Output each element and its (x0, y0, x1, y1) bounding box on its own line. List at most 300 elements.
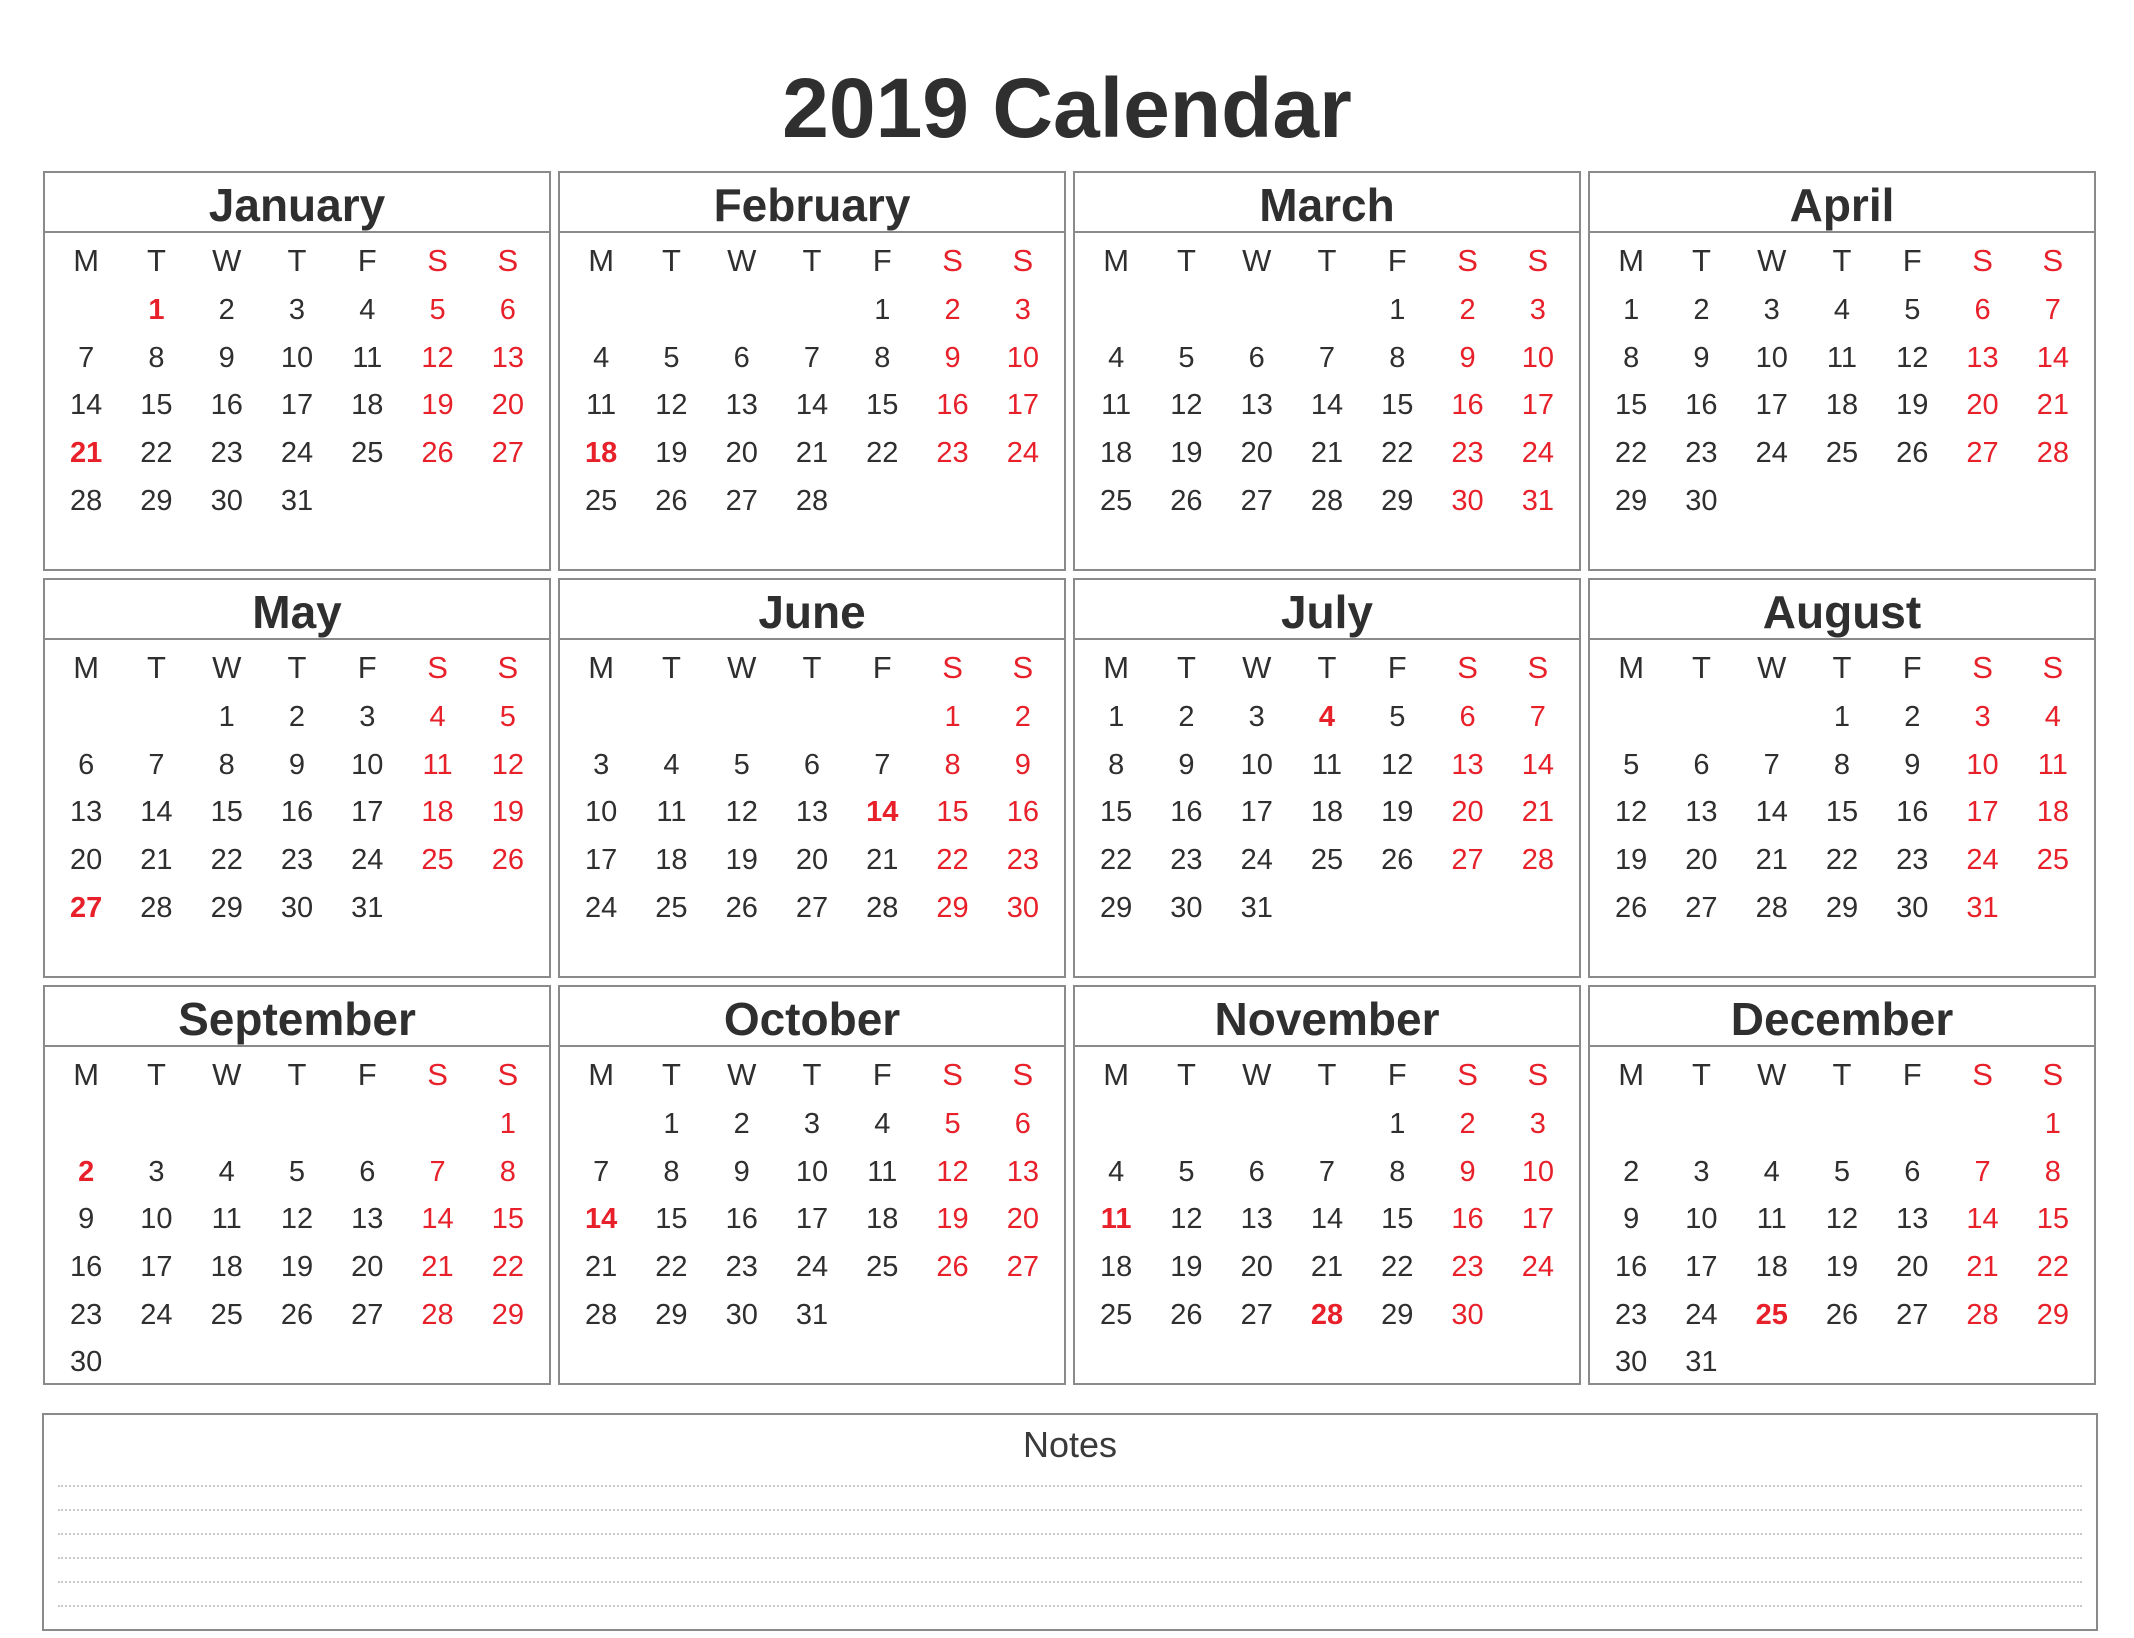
note-line (58, 1557, 2082, 1559)
month-title: February (560, 173, 1064, 233)
day-cell: 26 (1615, 891, 1648, 924)
weekday-label: W (1757, 650, 1787, 685)
day-cell: 18 (1100, 437, 1133, 470)
day-cell: 16 (1896, 796, 1929, 829)
day-cell: 20 (1240, 1251, 1273, 1284)
month-may (43, 578, 551, 978)
day-cell: 5 (663, 341, 680, 374)
weekday-header-row (45, 1049, 549, 1101)
day-cell: 28 (1310, 484, 1344, 517)
day-cell: 3 (1248, 701, 1265, 734)
day-cell: 23 (1615, 1298, 1648, 1331)
day-cell: 26 (725, 891, 758, 924)
week-row (1590, 1101, 2094, 1149)
day-cell: 10 (795, 1155, 829, 1188)
day-cell: 17 (280, 389, 314, 422)
day-cell: 14 (70, 389, 103, 422)
weekday-label: M (73, 650, 100, 685)
day-cell: 28 (2036, 437, 2069, 470)
day-cell: 18 (655, 844, 688, 877)
month-title: November (1075, 987, 1579, 1047)
day-cell: 15 (655, 1203, 688, 1236)
week-row (1590, 1339, 2094, 1387)
month-november (1073, 985, 1581, 1385)
weekday-label: M (1618, 650, 1645, 685)
day-cell: 18 (2036, 796, 2069, 829)
notes-title: Notes (1022, 1424, 1118, 1465)
weekday-header-row (560, 235, 1064, 287)
weekday-label: S (1972, 1057, 1993, 1092)
day-cell: 23 (280, 844, 314, 877)
weekday-label: W (1242, 650, 1272, 685)
day-cell: 1 (663, 1108, 680, 1141)
day-cell: 4 (1763, 1155, 1780, 1188)
weekday-label: W (1757, 243, 1787, 278)
day-cell: 4 (874, 1108, 891, 1141)
weekday-label: F (1387, 1057, 1407, 1092)
day-cell: 6 (1248, 1155, 1265, 1188)
day-cell: 22 (2036, 1251, 2069, 1284)
day-cell: 1 (874, 294, 891, 327)
day-cell: 5 (429, 294, 446, 327)
day-cell: 17 (1006, 389, 1039, 422)
weekday-label: S (1457, 1057, 1478, 1092)
day-cell: 12 (936, 1155, 969, 1188)
day-cell: 12 (1381, 748, 1414, 781)
week-row (1075, 789, 1579, 837)
day-cell: 23 (1451, 437, 1484, 470)
weekday-label: T (287, 243, 307, 278)
day-cell: 22 (1615, 437, 1648, 470)
weekday-label: T (1691, 1057, 1711, 1092)
day-cell: 5 (1178, 1155, 1195, 1188)
day-cell: 15 (491, 1203, 524, 1236)
day-cell: 27 (1006, 1251, 1039, 1284)
month-title: July (1075, 580, 1579, 640)
weekday-label: M (588, 1057, 615, 1092)
month-july (1073, 578, 1581, 978)
week-row (1590, 287, 2094, 335)
day-cell: 29 (936, 891, 969, 924)
day-cell: 21 (140, 844, 173, 877)
day-cell: 14 (1521, 748, 1554, 781)
week-row (560, 789, 1064, 837)
day-cell: 7 (78, 341, 95, 374)
day-cell: 26 (1381, 844, 1414, 877)
day-cell: 4 (593, 341, 610, 374)
day-cell: 29 (1615, 484, 1648, 517)
day-cell: 25 (1100, 1298, 1133, 1331)
day-cell: 14 (421, 1203, 454, 1236)
day-cell: 21 (421, 1251, 454, 1284)
day-cell: 28 (421, 1298, 454, 1331)
day-cell: 29 (491, 1298, 524, 1331)
month-december (1588, 985, 2096, 1385)
day-cell: 8 (218, 748, 235, 781)
weekday-label: S (1527, 243, 1549, 278)
day-cell: 2 (1459, 294, 1476, 327)
day-cell: 15 (1825, 796, 1859, 829)
day-cell: 16 (280, 796, 314, 829)
day-cell: 27 (1685, 891, 1718, 924)
weekday-label: W (727, 1057, 757, 1092)
day-cell: 11 (1826, 341, 1858, 374)
day-cell: 25 (1825, 437, 1859, 470)
day-cell: 14 (1310, 1203, 1344, 1236)
day-cell: 26 (1825, 1298, 1859, 1331)
day-cell: 17 (140, 1251, 173, 1284)
weekday-label: F (872, 650, 892, 685)
day-cell: 31 (1521, 484, 1554, 517)
day-cell: 11 (656, 796, 687, 829)
day-cell: 9 (218, 341, 235, 374)
day-cell: 8 (2044, 1155, 2061, 1188)
day-cell: 28 (795, 484, 829, 517)
day-cell: 9 (1178, 748, 1195, 781)
day-cell: 5 (1623, 748, 1640, 781)
weekday-label: T (1832, 650, 1852, 685)
day-cell: 10 (1966, 748, 1999, 781)
day-cell: 1 (1389, 294, 1406, 327)
day-cell: 8 (944, 748, 961, 781)
day-cell: 1 (1623, 294, 1640, 327)
day-cell: 19 (655, 437, 688, 470)
day-cell: 17 (1521, 389, 1554, 422)
month-september (43, 985, 551, 1385)
weekday-label: T (287, 1057, 307, 1092)
month-june (558, 578, 1066, 978)
day-cell: 15 (866, 389, 899, 422)
day-cell: 6 (1904, 1155, 1921, 1188)
day-cell: 16 (1170, 796, 1203, 829)
day-cell: 19 (1381, 796, 1414, 829)
weekday-label: T (146, 1057, 166, 1092)
weekday-label: T (1691, 650, 1711, 685)
day-cell: 20 (351, 1251, 384, 1284)
day-cell: 23 (1451, 1251, 1484, 1284)
day-cell: 20 (1966, 389, 1999, 422)
day-cell: 6 (359, 1155, 376, 1188)
week-row (1075, 1149, 1579, 1197)
day-cell: 20 (1896, 1251, 1929, 1284)
weekday-label: S (427, 243, 448, 278)
day-cell: 8 (148, 341, 165, 374)
day-cell: 11 (211, 1203, 242, 1236)
note-line (58, 1509, 2082, 1511)
day-cell: 22 (140, 437, 173, 470)
day-cell: 14 (585, 1203, 618, 1236)
day-cell: 16 (936, 389, 969, 422)
weekday-label: T (1176, 1057, 1196, 1092)
day-cell: 8 (1833, 748, 1851, 781)
weekday-header-row (1075, 642, 1579, 694)
day-cell: 10 (140, 1203, 173, 1236)
day-cell: 26 (421, 437, 454, 470)
day-cell: 17 (1685, 1251, 1718, 1284)
day-cell: 26 (1170, 484, 1203, 517)
weekday-label: W (727, 650, 757, 685)
weekday-label: F (1387, 650, 1407, 685)
day-cell: 16 (1006, 796, 1039, 829)
day-cell: 17 (1966, 796, 1999, 829)
weekday-label: T (1317, 1057, 1337, 1092)
day-cell: 3 (359, 701, 376, 734)
weekday-label: T (1317, 243, 1337, 278)
day-cell: 27 (1451, 844, 1484, 877)
week-row (1590, 1196, 2094, 1244)
day-cell: 7 (1763, 748, 1780, 781)
day-cell: 18 (1825, 389, 1859, 422)
weekday-label: S (2042, 650, 2064, 685)
day-cell: 16 (725, 1203, 758, 1236)
day-cell: 7 (1318, 1155, 1336, 1188)
day-cell: 4 (1318, 701, 1336, 734)
day-cell: 25 (655, 891, 688, 924)
weekday-label: S (1972, 650, 1993, 685)
month-january (43, 171, 551, 571)
week-row (45, 884, 549, 932)
weekday-header-row (1590, 235, 2094, 287)
day-cell: 24 (1240, 844, 1273, 877)
week-row (1590, 837, 2094, 885)
day-cell: 24 (795, 1251, 829, 1284)
day-cell: 31 (1685, 1346, 1718, 1379)
day-cell: 9 (78, 1203, 95, 1236)
day-cell: 14 (795, 389, 829, 422)
day-cell: 22 (655, 1251, 688, 1284)
weekday-label: M (1103, 243, 1130, 278)
week-row (45, 1291, 549, 1339)
day-cell: 22 (491, 1251, 524, 1284)
weekday-label: T (1832, 243, 1852, 278)
weekday-label: W (212, 243, 242, 278)
week-row (1075, 742, 1579, 790)
day-cell: 13 (795, 796, 829, 829)
week-row (45, 430, 549, 478)
day-cell: 30 (725, 1298, 758, 1331)
day-cell: 17 (351, 796, 384, 829)
day-cell: 3 (1529, 294, 1546, 327)
week-row (1590, 382, 2094, 430)
week-row (560, 287, 1064, 335)
day-cell: 2 (1014, 701, 1031, 734)
day-cell: 26 (936, 1251, 969, 1284)
day-cell: 14 (1755, 796, 1788, 829)
day-cell: 7 (148, 748, 165, 781)
weekday-label: T (661, 650, 681, 685)
day-cell: 12 (1896, 341, 1929, 374)
week-row (45, 1101, 549, 1149)
day-cell: 15 (1381, 1203, 1414, 1236)
day-cell: 1 (1833, 701, 1851, 734)
week-row (1075, 430, 1579, 478)
weekday-label: S (1972, 243, 1993, 278)
week-row (45, 1339, 549, 1387)
day-cell: 7 (2044, 294, 2061, 327)
day-cell: 28 (585, 1298, 618, 1331)
day-cell: 11 (1101, 389, 1132, 422)
day-cell: 4 (2044, 701, 2061, 734)
day-cell: 12 (1170, 389, 1203, 422)
day-cell: 24 (1966, 844, 1999, 877)
day-cell: 20 (1006, 1203, 1039, 1236)
day-cell: 3 (148, 1155, 165, 1188)
day-cell: 9 (1904, 748, 1921, 781)
day-cell: 7 (803, 341, 821, 374)
day-cell: 22 (936, 844, 969, 877)
day-cell: 4 (1108, 341, 1125, 374)
week-row (1590, 477, 2094, 525)
day-cell: 23 (1896, 844, 1929, 877)
day-cell: 1 (218, 701, 235, 734)
week-row (1590, 742, 2094, 790)
day-cell: 19 (1825, 1251, 1859, 1284)
day-cell: 15 (2036, 1203, 2069, 1236)
day-cell: 28 (1966, 1298, 1999, 1331)
day-cell: 30 (70, 1346, 103, 1379)
day-cell: 24 (280, 437, 314, 470)
day-cell: 3 (593, 748, 610, 781)
weekday-label: T (1691, 243, 1711, 278)
day-cell: 10 (280, 341, 314, 374)
weekday-label: F (357, 1057, 377, 1092)
weekday-label: T (1832, 1057, 1852, 1092)
day-cell: 28 (70, 484, 103, 517)
week-row (45, 742, 549, 790)
day-cell: 8 (1623, 341, 1640, 374)
weekday-label: M (588, 650, 615, 685)
day-cell: 4 (359, 294, 376, 327)
weekday-label: F (357, 650, 377, 685)
day-cell: 12 (491, 748, 524, 781)
day-cell: 6 (1693, 748, 1710, 781)
day-cell: 4 (663, 748, 680, 781)
day-cell: 20 (491, 389, 524, 422)
day-cell: 21 (866, 844, 899, 877)
day-cell: 26 (1170, 1298, 1203, 1331)
day-cell: 23 (1006, 844, 1039, 877)
day-cell: 25 (866, 1251, 899, 1284)
day-cell: 22 (1825, 844, 1859, 877)
weekday-label: S (942, 243, 963, 278)
day-cell: 13 (491, 341, 524, 374)
week-row (560, 1196, 1064, 1244)
day-cell: 29 (1100, 891, 1133, 924)
day-cell: 6 (1974, 294, 1991, 327)
day-cell: 30 (1006, 891, 1039, 924)
day-cell: 14 (2036, 341, 2069, 374)
day-cell: 7 (1318, 341, 1336, 374)
day-cell: 23 (1170, 844, 1203, 877)
week-row (1075, 837, 1579, 885)
weekday-label: S (1527, 650, 1549, 685)
day-cell: 3 (1014, 294, 1031, 327)
day-cell: 9 (288, 748, 306, 781)
day-cell: 10 (1521, 341, 1554, 374)
day-cell: 9 (733, 1155, 750, 1188)
day-cell: 22 (210, 844, 243, 877)
day-cell: 18 (421, 796, 454, 829)
notes-section (42, 1413, 2098, 1631)
week-row (45, 382, 549, 430)
weekday-label: M (1618, 243, 1645, 278)
day-cell: 6 (1248, 341, 1265, 374)
day-cell: 8 (1108, 748, 1125, 781)
note-line (58, 1485, 2082, 1487)
day-cell: 24 (1685, 1298, 1718, 1331)
week-row (1590, 694, 2094, 742)
day-cell: 26 (280, 1298, 314, 1331)
weekday-header-row (1590, 642, 2094, 694)
weekday-header-row (560, 642, 1064, 694)
day-cell: 11 (1756, 1203, 1787, 1236)
weekday-label: S (427, 1057, 448, 1092)
weekday-label: F (357, 243, 377, 278)
weekday-label: S (497, 650, 519, 685)
day-cell: 30 (1685, 484, 1718, 517)
day-cell: 25 (421, 844, 454, 877)
day-cell: 21 (2036, 389, 2069, 422)
day-cell: 8 (1389, 341, 1406, 374)
day-cell: 24 (140, 1298, 173, 1331)
day-cell: 22 (1381, 1251, 1414, 1284)
day-cell: 19 (1896, 389, 1929, 422)
day-cell: 4 (1108, 1155, 1125, 1188)
week-row (560, 694, 1064, 742)
day-cell: 21 (795, 437, 829, 470)
weekday-label: S (497, 1057, 519, 1092)
day-cell: 27 (1966, 437, 1999, 470)
note-line (58, 1533, 2082, 1535)
week-row (560, 1244, 1064, 1292)
weekday-label: F (872, 243, 892, 278)
day-cell: 13 (725, 389, 758, 422)
day-cell: 30 (1451, 484, 1484, 517)
day-cell: 7 (429, 1155, 446, 1188)
day-cell: 30 (210, 484, 243, 517)
month-february (558, 171, 1066, 571)
week-row (1075, 1291, 1579, 1339)
day-cell: 2 (288, 701, 306, 734)
day-cell: 9 (1459, 1155, 1476, 1188)
day-cell: 24 (1006, 437, 1039, 470)
day-cell: 15 (1381, 389, 1414, 422)
day-cell: 29 (655, 1298, 688, 1331)
day-cell: 4 (1833, 294, 1851, 327)
week-row (1590, 1244, 2094, 1292)
month-october (558, 985, 1066, 1385)
day-cell: 11 (1100, 1203, 1132, 1236)
day-cell: 20 (70, 844, 103, 877)
day-cell: 7 (1529, 701, 1546, 734)
weekday-label: W (212, 1057, 242, 1092)
day-cell: 3 (1974, 701, 1991, 734)
day-cell: 6 (733, 341, 750, 374)
week-row (1075, 694, 1579, 742)
day-cell: 27 (1240, 1298, 1273, 1331)
weekday-label: S (1457, 243, 1478, 278)
day-cell: 19 (491, 796, 524, 829)
week-row (560, 430, 1064, 478)
month-title: January (45, 173, 549, 233)
day-cell: 2 (1904, 701, 1921, 734)
day-cell: 30 (1615, 1346, 1648, 1379)
weekday-label: S (1012, 650, 1034, 685)
day-cell: 17 (1521, 1203, 1554, 1236)
week-row (560, 1291, 1064, 1339)
day-cell: 8 (499, 1155, 516, 1188)
week-row (1590, 884, 2094, 932)
